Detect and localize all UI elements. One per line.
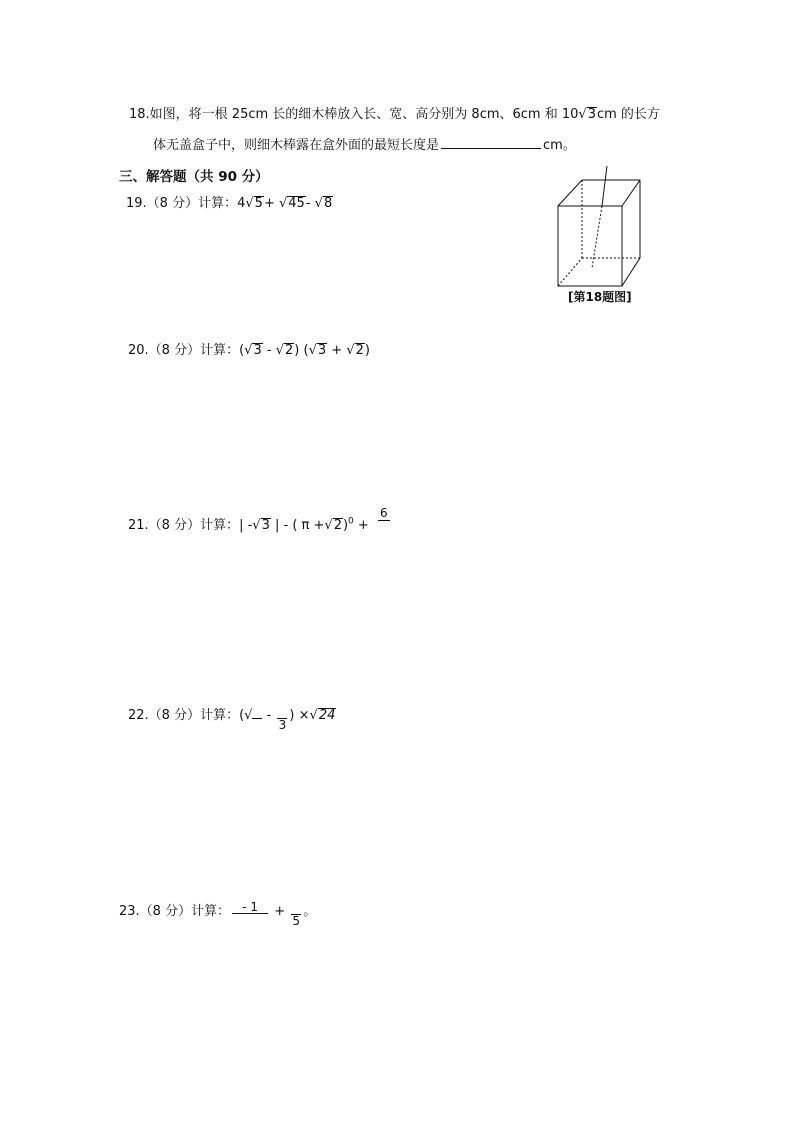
q18-answer-blank[interactable] <box>441 136 541 149</box>
q23-end: 。 <box>303 904 317 919</box>
q22-paren-times: ) × <box>289 708 310 723</box>
sqrt-symbol: √ <box>324 518 333 533</box>
q23-denominator: 5 <box>292 914 301 928</box>
q18-line2 <box>153 134 576 153</box>
sqrt-symbol: √ <box>245 196 254 211</box>
q20-op2: + <box>327 343 347 358</box>
q19-rad2: 45 <box>288 196 305 211</box>
q18-text-d: cm。 <box>543 138 576 153</box>
q18-radicand: 3 <box>587 107 596 122</box>
section-title: 三、解答题（共 90 分） <box>119 169 269 185</box>
q21 <box>128 514 369 533</box>
rod-outside <box>602 166 607 206</box>
q22-label: 22.（8 分）计算： <box>128 708 240 723</box>
sqrt-symbol: √ <box>252 518 261 533</box>
q21-label: 21.（8 分）计算： <box>128 518 240 533</box>
q20-op1: - <box>262 343 276 358</box>
sqrt-symbol: √ <box>275 343 284 358</box>
q19-op2: - <box>305 196 311 211</box>
q21-abs-close: | - ( π + <box>270 518 325 533</box>
q21-exponent: 0 <box>348 516 354 527</box>
sqrt-symbol: √ <box>308 343 317 358</box>
q22-fraction <box>277 716 287 732</box>
q19 <box>126 192 333 211</box>
q23-fraction2 <box>291 912 301 928</box>
figure-caption: [第18题图] <box>568 290 632 304</box>
q21-fraction-numerator: 6 <box>380 506 388 520</box>
q21-rad1: 3 <box>261 518 270 533</box>
q22-denominator: 3 <box>278 718 287 732</box>
q23-numerator: - 1 <box>242 900 258 914</box>
sqrt-symbol: √ <box>244 708 253 723</box>
q19-op1: + <box>263 196 275 211</box>
q18-text-a: 18.如图，将一根 25cm 长的细木棒放入长、宽、高分别为 8cm、6cm 和 10 <box>129 107 579 122</box>
q22-op: - <box>262 708 276 723</box>
q20-paren: ( <box>239 343 245 358</box>
q19-coef: 4 <box>237 196 246 211</box>
q19-rad3: 8 <box>323 196 333 211</box>
q19-rad1: 5 <box>254 196 263 211</box>
sqrt-symbol: √ <box>244 343 253 358</box>
q20-label: 20.（8 分）计算： <box>128 343 240 358</box>
q23 <box>119 900 316 928</box>
q22-paren: ( <box>239 708 245 723</box>
sqrt-symbol: √ <box>278 196 288 211</box>
sqrt-symbol: √ <box>346 343 355 358</box>
q21-paren: ) <box>342 518 349 533</box>
q22-rad: 24 <box>318 708 336 723</box>
box-figure <box>552 160 652 288</box>
q20-rad3: 3 <box>317 343 327 358</box>
q18-text-b: cm 的长方 <box>596 107 660 122</box>
q23-plus: + <box>270 904 290 919</box>
q19-label: 19.（8 分）计算： <box>126 196 238 211</box>
q20-rad4: 2 <box>355 343 364 358</box>
rod-inside <box>592 206 602 268</box>
q21-abs-open: | - <box>239 518 253 533</box>
sqrt-symbol: √ <box>578 107 587 122</box>
q18-line1 <box>129 103 660 122</box>
q20 <box>128 339 370 358</box>
q22 <box>128 704 336 732</box>
box-front-face <box>558 206 622 286</box>
q20-rad2: 2 <box>285 343 294 358</box>
q23-fraction1 <box>232 901 268 916</box>
q20-paren: ) <box>364 343 370 358</box>
q18-text-c: 体无盖盒子中，则细木棒露在盒外面的最短长度是 <box>153 138 440 153</box>
q22-empty-radicand <box>252 718 262 719</box>
q20-rad1: 3 <box>253 343 262 358</box>
sqrt-symbol: √ <box>314 196 323 211</box>
sqrt-symbol: √ <box>309 708 318 723</box>
q23-label: 23.（8 分）计算： <box>119 904 231 919</box>
q20-paren: ) ( <box>294 343 309 358</box>
q21-rad2: 2 <box>333 518 342 533</box>
q21-plus: + <box>353 518 369 533</box>
